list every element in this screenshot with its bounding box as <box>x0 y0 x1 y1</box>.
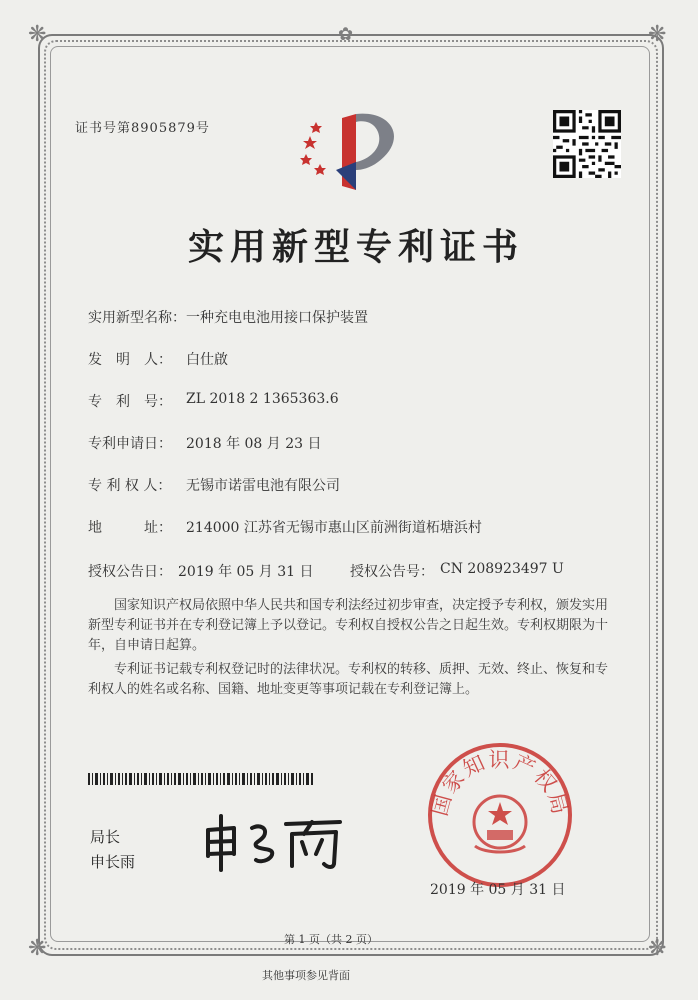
grant-paragraph-line: 年，自申请日起算。 <box>88 638 206 653</box>
grant-paragraph-line: 国家知识产权局依照中华人民共和国专利法经过初步审查，决定授予专利权，颁发实用 <box>114 598 609 613</box>
inventor-label: 发 明 人： <box>88 352 172 368</box>
utility-model-name-label: 实用新型名称： <box>88 310 186 326</box>
address-label: 地 址： <box>88 520 172 536</box>
filing-date-value: 2018 年 08 月 23 日 <box>186 436 322 452</box>
seal-text: 国家知识产权局 <box>427 748 573 819</box>
signatory-name: 申长雨 <box>90 853 136 871</box>
patent-number-label: 专 利 号： <box>88 394 172 410</box>
announce-number-value: CN 208923497 U <box>440 561 564 577</box>
announce-date-label: 授权公告日： <box>88 564 172 580</box>
certificate-title: 实用新型专利证书 <box>188 226 525 268</box>
patentee-label: 专 利 权 人： <box>88 478 172 494</box>
corner-ornament-icon: ❋ <box>648 936 667 961</box>
qr-code-icon <box>553 110 621 178</box>
announce-date-value: 2019 年 05 月 31 日 <box>178 564 314 580</box>
official-seal-icon <box>425 740 575 890</box>
announce-number-label: 授权公告号： <box>350 564 434 580</box>
grant-paragraph-line: 新型专利证书并在专利登记簿上予以登记。专利权自授权公告之日起生效。专利权期限为十 <box>88 618 609 633</box>
address-value: 214000 江苏省无锡市惠山区前洲街道柘塘浜村 <box>186 520 482 536</box>
footer-note: 其他事项参见背面 <box>262 969 350 982</box>
seal-date: 2019 年 05 月 31 日 <box>430 882 566 898</box>
corner-ornament-icon: ❋ <box>648 22 667 47</box>
corner-ornament-icon: ❋ <box>28 936 47 961</box>
handwritten-signature-icon <box>200 812 350 872</box>
corner-ornament-icon: ❋ <box>28 22 47 47</box>
top-ornament-icon: ✿ <box>338 24 354 45</box>
signatory-title: 局长 <box>90 828 121 846</box>
legal-status-paragraph-line: 专利证书记载专利权登记时的法律状况。专利权的转移、质押、无效、终止、恢复和专 <box>114 662 609 677</box>
legal-status-paragraph-line: 利权人的姓名或名称、国籍、地址变更等事项记载在专利登记簿上。 <box>88 682 479 697</box>
patent-number-value: ZL 2018 2 1365363.6 <box>186 391 339 407</box>
cnipa-logo-icon <box>298 100 408 192</box>
barcode-icon <box>88 773 314 785</box>
utility-model-name-value: 一种充电电池用接口保护装置 <box>186 310 368 326</box>
page-indicator: 第 1 页（共 2 页） <box>284 933 378 946</box>
certificate-number: 证书号第8905879号 <box>75 121 210 136</box>
patentee-value: 无锡市诺雷电池有限公司 <box>186 478 340 494</box>
filing-date-label: 专利申请日： <box>88 436 172 452</box>
inventor-value: 白仕啟 <box>186 352 228 368</box>
